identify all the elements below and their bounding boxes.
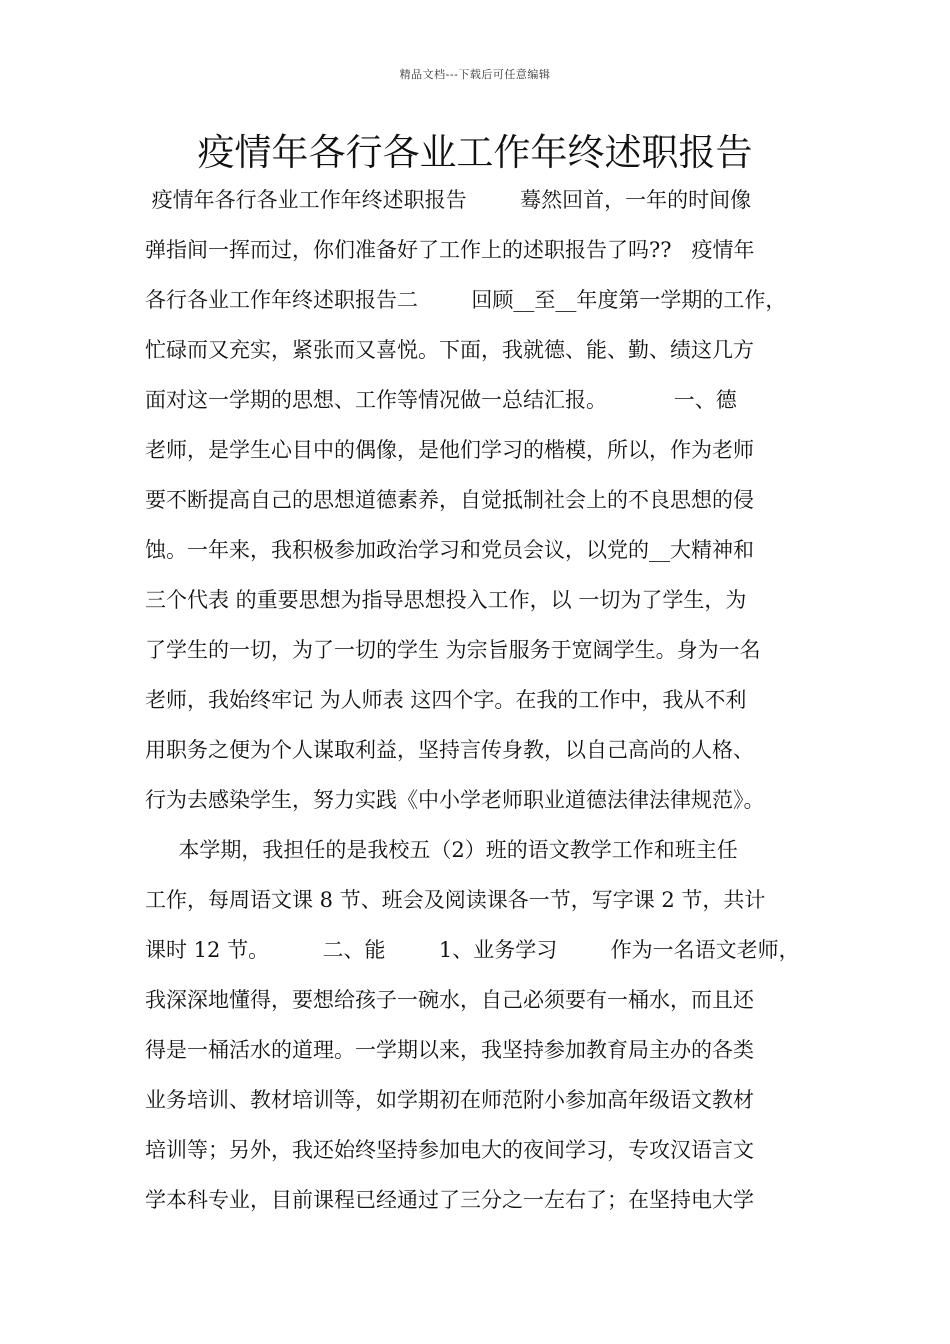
body-line: 学本科专业，目前课程已经通过了三分之一左右了；在坚持电大学 — [145, 1188, 754, 1212]
body-line: 了学生的一切，为了一切的学生 为宗旨服务于宽阔学生。身为一名 — [145, 638, 761, 662]
body-line: 要不断提高自己的思想道德素养，自觉抵制社会上的不良思想的侵 — [145, 488, 754, 512]
body-line: 我深深地懂得，要想给孩子一碗水，自己必须要有一桶水，而且还 — [145, 988, 754, 1012]
body-line: 老师，我始终牢记 为人师表 这四个字。在我的工作中，我从不利 — [145, 688, 747, 712]
document-body — [145, 178, 815, 1228]
body-line: 蚀。一年来，我积极参加政治学习和党员会议，以党的__大精神和 — [145, 538, 754, 562]
body-line: 各行各业工作年终述职报告二 回顾__至__年度第一学期的工作， — [145, 288, 787, 312]
body-line: 三个代表 的重要思想为指导思想投入工作，以 一切为了学生，为 — [145, 588, 747, 612]
body-line: 行为去感染学生，努力实践《中小学老师职业道德法律法律规范》。 — [145, 788, 765, 812]
body-line: 本学期，我担任的是我校五（2）班的语文教学工作和班主任 — [145, 838, 738, 862]
body-line: 课时 12 节。 二、能 1、业务学习 作为一名语文老师， — [145, 938, 800, 962]
body-line: 培训等；另外，我还始终坚持参加电大的夜间学习，专攻汉语言文 — [145, 1138, 754, 1162]
body-line: 业务培训、教材培训等，如学期初在师范附小参加高年级语文教材 — [145, 1088, 754, 1112]
page-header-note: 精品文档---下载后可任意编辑 — [399, 68, 551, 81]
body-line: 疫情年各行各业工作年终述职报告 蓦然回首，一年的时间像 — [145, 188, 752, 212]
body-line: 工作，每周语文课 8 节、班会及阅读课各一节，写字课 2 节，共计 — [145, 888, 766, 912]
body-line: 忙碌而又充实，紧张而又喜悦。下面，我就德、能、勤、绩这几方 — [145, 338, 754, 362]
body-line: 老师，是学生心目中的偶像，是他们学习的楷模，所以，作为老师 — [145, 438, 754, 462]
body-line: 弹指间一挥而过，你们准备好了工作上的述职报告了吗?? 疫情年 — [145, 238, 755, 262]
body-line: 得是一桶活水的道理。一学期以来，我坚持参加教育局主办的各类 — [145, 1038, 754, 1062]
body-line: 面对这一学期的思想、工作等情况做一总结汇报。 一、德 — [145, 388, 737, 412]
body-line: 用职务之便为个人谋取利益，坚持言传身教，以自己高尚的人格、 — [145, 738, 754, 762]
document-title: 疫情年各行各业工作年终述职报告 — [197, 131, 753, 174]
